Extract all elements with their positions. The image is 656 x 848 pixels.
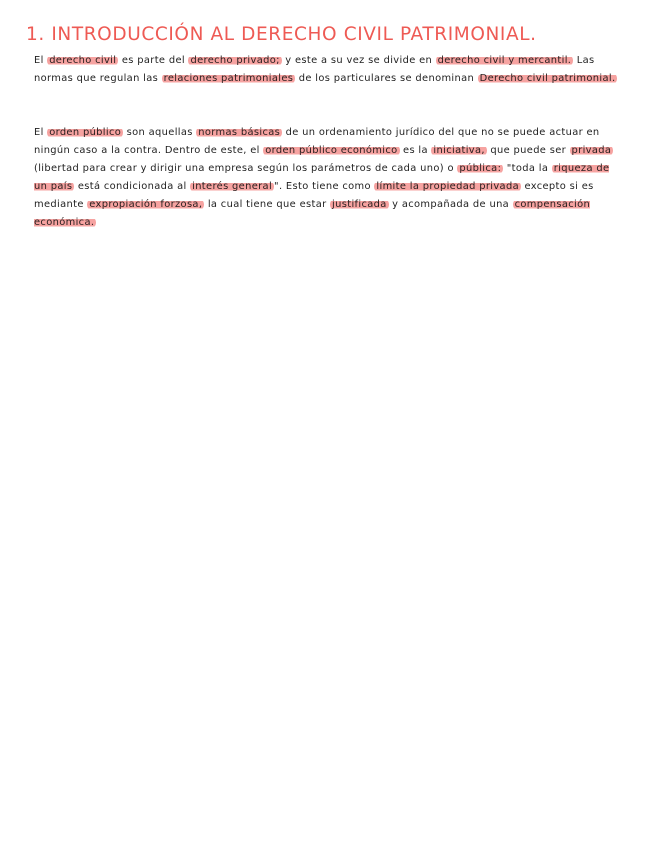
section-heading: 1. INTRODUCCIÓN AL DERECHO CIVIL PATRIMONIAL.	[26, 24, 537, 45]
paragraph-orden-publico	[34, 124, 624, 232]
highlighted-term: orden público económico	[265, 145, 398, 156]
paragraph-text: (libertad para crear y dirigir una empresa según los parámetros de cada uno) o	[34, 163, 458, 174]
highlighted-term: riqueza de un país	[34, 163, 610, 192]
paragraph-text: son aquellas	[123, 127, 197, 138]
paragraph-text: que puede ser	[486, 145, 570, 156]
highlighted-term: compensación económica.	[34, 199, 591, 228]
paragraph-text: excepto si es mediante	[34, 181, 594, 210]
paragraph-text: la cual tiene que estar	[204, 199, 331, 210]
highlighted-term: justificada	[332, 199, 387, 210]
paragraph-text: es la	[399, 145, 432, 156]
paragraph-text: y este a su vez se divide en	[281, 55, 436, 66]
paragraph-text: Las normas que regulan las	[34, 55, 595, 84]
paragraph-text: ". Esto tiene como	[274, 181, 375, 192]
paragraph-text: está condicionada al	[74, 181, 191, 192]
paragraph-text: de los particulares se denominan	[295, 73, 478, 84]
paragraph-derecho-civil	[34, 52, 624, 88]
highlighted-term: relaciones patrimoniales	[163, 73, 294, 84]
highlighted-term: interés general	[192, 181, 273, 192]
highlighted-term: límite la propiedad privada	[376, 181, 519, 192]
paragraph-text: "toda la	[503, 163, 552, 174]
highlighted-term: orden público	[49, 127, 122, 138]
highlighted-term: expropiación forzosa,	[89, 199, 203, 210]
highlighted-term: Derecho civil patrimonial.	[479, 73, 616, 84]
highlighted-term: derecho privado;	[190, 55, 280, 66]
paragraph-text: El	[34, 127, 48, 138]
highlighted-term: normas básicas	[198, 127, 281, 138]
highlighted-term: derecho civil y mercantil.	[437, 55, 572, 66]
highlighted-term: privada	[571, 145, 612, 156]
paragraph-text: El	[34, 55, 48, 66]
highlighted-term: pública:	[459, 163, 502, 174]
paragraph-text: y acompañada de una	[388, 199, 513, 210]
highlighted-term: iniciativa,	[433, 145, 485, 156]
paragraph-text: es parte del	[118, 55, 189, 66]
paragraph-text: de un ordenamiento jurídico del que no se puede actuar en ningún caso a la contra. Dentro de este, el	[34, 127, 600, 156]
highlighted-term: derecho civil	[49, 55, 117, 66]
